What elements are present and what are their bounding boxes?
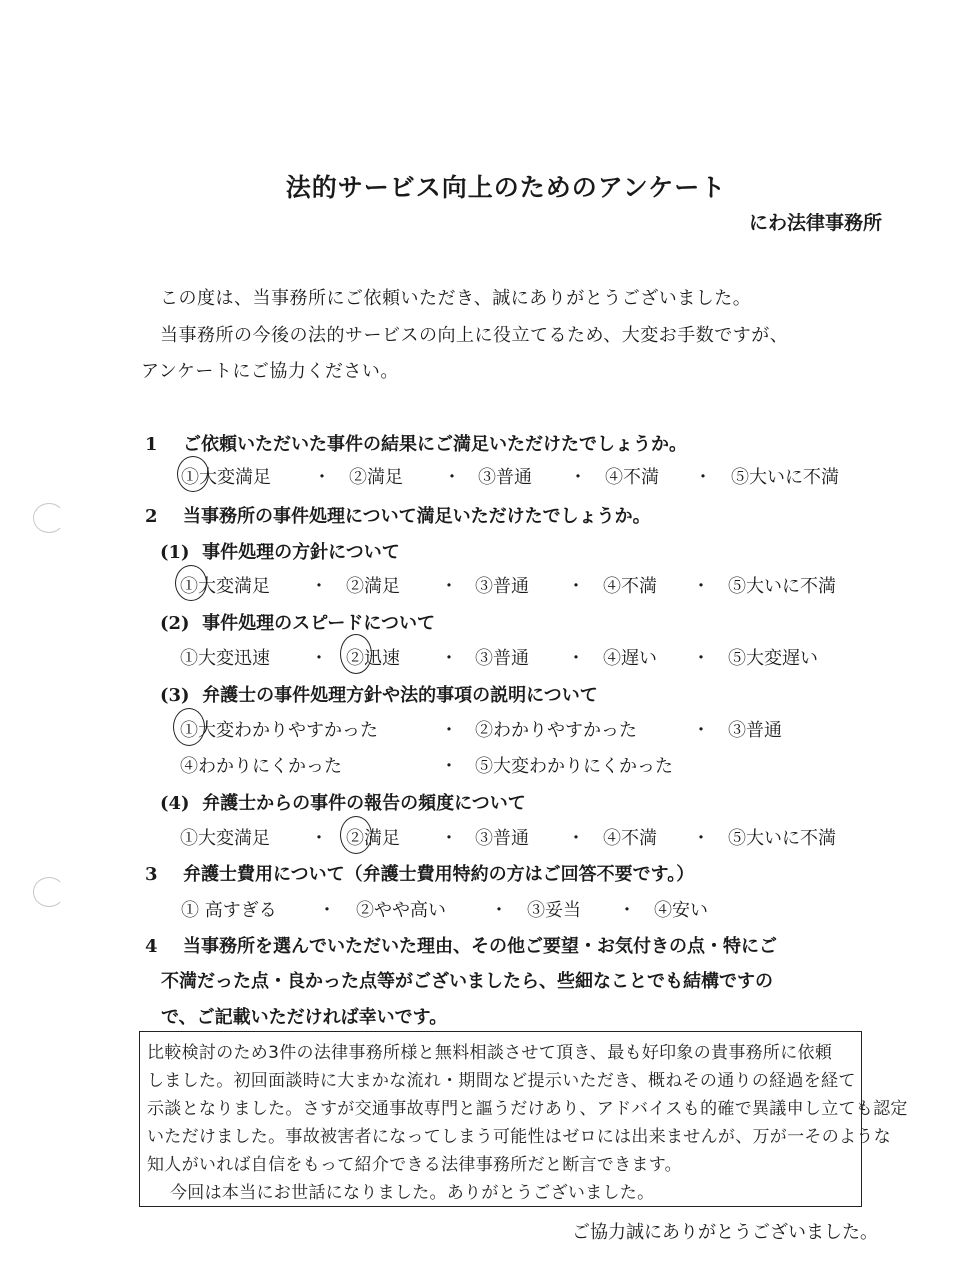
separator: ・ [692,648,710,669]
subquestion-2-3 [160,681,598,707]
subquestion-2-4 [160,789,526,815]
separator: ・ [692,576,710,597]
comment-line: いただけました。事故被害者になってしまう可能性はゼロには出来ませんが、万が一そのような [147,1127,891,1147]
separator: ・ [692,828,710,849]
separator: ・ [440,576,458,597]
separator: ・ [443,467,461,488]
separator: ・ [440,720,458,741]
question-1 [145,430,687,456]
question-number: 3 [145,864,158,885]
comment-line: しました。初回面談時に大まかな流れ・期間など提示いただき、概ねその通りの経過を経て [147,1071,856,1091]
subquestion-label: (2) [160,613,190,634]
page-title: 法的サービス向上のためのアンケート [285,173,727,202]
question-text: 弁護士費用について（弁護士費用特約の方はご回答不要です。） [183,864,695,885]
q2-1-option-1[interactable]: ①大変満足 [180,576,270,597]
q3-option-3[interactable]: ③妥当 [527,900,581,921]
selection-circle [340,634,372,674]
question-4 [145,932,777,958]
q2-1-option-3[interactable]: ③普通 [475,576,529,597]
subquestion-text: 弁護士の事件処理方針や法的事項の説明について [202,685,598,706]
q3-option-2[interactable]: ②やや高い [356,900,446,921]
punch-hole-mark [33,877,65,907]
question-3 [145,860,694,886]
selection-circle [175,565,207,601]
intro-line: 当事務所の今後の法的サービスの向上に役立てるため、大変お手数ですが、 [160,325,789,346]
comment-line: 比較検討のため3件の法律事務所様と無料相談させて頂き、最も好印象の貴事務所に依頼 [147,1043,833,1063]
q2-2-option-4[interactable]: ④遅い [603,648,657,669]
subquestion-label: (4) [160,793,190,814]
q2-2-option-1[interactable]: ①大変迅速 [180,648,270,669]
separator: ・ [567,828,585,849]
separator: ・ [440,756,458,777]
q2-3-option-2[interactable]: ②わかりやすかった [475,720,637,741]
separator: ・ [567,576,585,597]
intro-line: アンケートにご協力ください。 [141,361,399,382]
separator: ・ [490,900,508,921]
q1-option-3[interactable]: ③普通 [478,467,532,488]
separator: ・ [618,900,636,921]
q3-option-4[interactable]: ④安い [654,900,708,921]
firm-name: にわ法律事務所 [748,212,882,234]
q1-option-4[interactable]: ④不満 [605,467,659,488]
question-4-line: 不満だった点・良かった点等がございましたら、些細なことでも結構ですの [161,971,773,992]
separator: ・ [569,467,587,488]
q2-3-option-1[interactable]: ①大変わかりやすかった [180,720,378,741]
q1-option-5[interactable]: ⑤大いに不満 [731,467,839,488]
subquestion-text: 弁護士からの事件の報告の頻度について [202,793,526,814]
q2-2-option-5[interactable]: ⑤大変遅い [728,648,818,669]
separator: ・ [318,900,336,921]
selection-circle [173,708,205,746]
comment-line: 知人がいれば自信をもって紹介できる法律事務所だと断言できます。 [147,1155,682,1175]
q1-option-2[interactable]: ②満足 [349,467,403,488]
selection-circle [177,456,209,492]
q2-3-option-4[interactable]: ④わかりにくかった [180,756,342,777]
q2-4-option-5[interactable]: ⑤大いに不満 [728,828,836,849]
q1-option-1[interactable]: ①大変満足 [181,467,271,488]
question-4-line: で、ご記載いただければ幸いです。 [161,1007,448,1028]
question-number: 4 [145,936,158,957]
q2-2-option-2[interactable]: ②迅速 [346,648,400,669]
separator: ・ [567,648,585,669]
closing-message: ご協力誠にありがとうございました。 [572,1222,878,1243]
separator: ・ [310,828,328,849]
separator: ・ [310,576,328,597]
separator: ・ [692,720,710,741]
selection-circle [340,816,372,854]
separator: ・ [310,648,328,669]
question-number: 1 [145,434,158,455]
subquestion-label: (1) [160,542,190,563]
question-text: 当事務所の事件処理について満足いただけたでしょうか。 [183,506,651,527]
subquestion-text: 事件処理のスピードについて [202,613,436,634]
separator: ・ [694,467,712,488]
q2-4-option-4[interactable]: ④不満 [603,828,657,849]
q2-1-option-2[interactable]: ②満足 [346,576,400,597]
subquestion-text: 事件処理の方針について [202,542,400,563]
q2-3-option-3[interactable]: ③普通 [728,720,782,741]
q2-3-option-5[interactable]: ⑤大変わかりにくかった [475,756,673,777]
question-text: ご依頼いただいた事件の結果にご満足いただけたでしょうか。 [183,434,687,455]
punch-hole-mark [33,503,65,533]
separator: ・ [440,648,458,669]
q2-4-option-2[interactable]: ②満足 [346,828,400,849]
separator: ・ [313,467,331,488]
subquestion-2-1 [160,538,400,564]
question-2 [145,502,651,528]
subquestion-label: (3) [160,685,190,706]
comment-line: 示談となりました。さすが交通事故専門と謳うだけあり、アドバイスも的確で異議申し立ても認定 [147,1099,908,1119]
question-text: 当事務所を選んでいただいた理由、その他ご要望・お気付きの点・特にご [183,936,777,957]
q2-4-option-3[interactable]: ③普通 [475,828,529,849]
intro-line: この度は、当事務所にご依頼いただき、誠にありがとうございました。 [160,288,752,309]
q3-option-1[interactable]: ① 高すぎる [181,900,277,921]
separator: ・ [440,828,458,849]
subquestion-2-2 [160,609,435,635]
question-number: 2 [145,506,158,527]
comment-line: 今回は本当にお世話になりました。ありがとうございました。 [170,1183,655,1203]
q2-2-option-3[interactable]: ③普通 [475,648,529,669]
q2-4-option-1[interactable]: ①大変満足 [180,828,270,849]
q2-1-option-5[interactable]: ⑤大いに不満 [728,576,836,597]
q2-1-option-4[interactable]: ④不満 [603,576,657,597]
